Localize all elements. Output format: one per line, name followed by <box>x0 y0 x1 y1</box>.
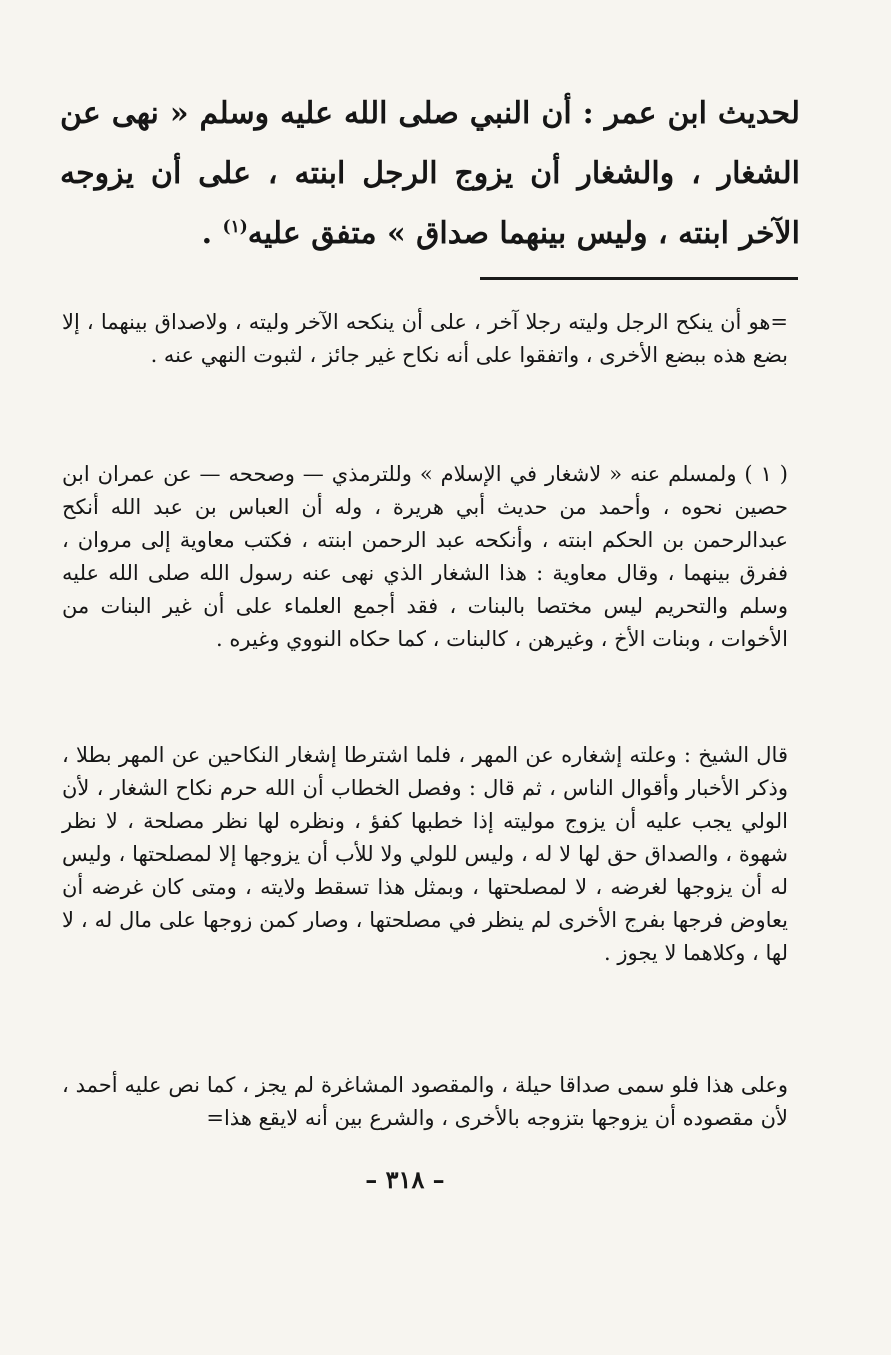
main-hadith-text <box>60 84 800 264</box>
footnote-divider <box>480 277 798 280</box>
final-paragraph: وعلى هذا فلو سمى صداقا حيلة ، والمقصود المشاغرة لم يجز ، كما نص عليه أحمد ، لأن مقصوده أن يزوجها بتزوجه بالأخرى ، والشرع بين أنه لايقع هذا= <box>62 1073 788 1130</box>
page-number: – ٣١٨ – <box>365 1165 445 1194</box>
sheikh-paragraph: قال الشيخ : وعلته إشغاره عن المهر ، فلما اشترطا إشغار النكاحين عن المهر بطلا ، وذكر الأخبار وأقوال الناس ، ثم قال : وفصل الخطاب أن الله حرم نكاح الشغار ، لأن الولي يجب عليه أن يزوج موليته إذا خطبها كفؤ ، ونظره لها نظر مصلحة ، لا نظر شهوة ، والصداق حق لها لا له ، وليس للولي ولا للأب أن يزوجها إلا لمصلحتها ، وليس له أن يزوجها لغرضه ، لا لمصلحتها ، وبمثل هذا تسقط ولايته ، ومتى كان غرضه أن يعاوض فرجها بفرج الأخرى لم ينظر في مصلحتها ، وصار كمن زوجها على مال له ، لا لها ، وكلاهما لا يجوز . <box>62 743 788 965</box>
footnote-1: ( ١ ) ولمسلم عنه « لاشغار في الإسلام » وللترمذي — وصححه — عن عمران ابن حصين نحوه ، وأحمد من حديث أبي هريرة ، وله أن العباس بن عبد الله أنكح عبدالرحمن بن الحكم ابنته ، وأنكحه عبد الرحمن ابنته ، فكتب معاوية إلى مروان ، ففرق بينهما ، وقال معاوية : هذا الشغار الذي نهى عنه رسول الله صلى الله عليه وسلم والتحريم ليس مختصا بالبنات ، فقد أجمع العلماء على أن غير البنات من الأخوات ، وبنات الأخ ، وغيرهن ، كالبنات ، كما حكاه النووي وغيره . <box>62 462 788 651</box>
main-hadith-body: لحديث ابن عمر : أن النبي صلى الله عليه وسلم « نهى عن الشغار ، والشغار أن يزوج الرجل ابنته ، على أن يزوجه الآخر ابنته ، وليس بينهما صداق » متفق عليه <box>60 96 800 251</box>
main-hadith-end: . <box>201 216 223 251</box>
footnote-marker: (١) <box>222 217 248 237</box>
continued-footnote: =هو أن ينكح الرجل وليته رجلا آخر ، على أن ينكحه الآخر وليته ، ولاصداق بينهما ، إلا بضع هذه ببضع الأخرى ، واتفقوا على أنه نكاح غير جائز ، لثبوت النهي عنه . <box>62 310 788 367</box>
